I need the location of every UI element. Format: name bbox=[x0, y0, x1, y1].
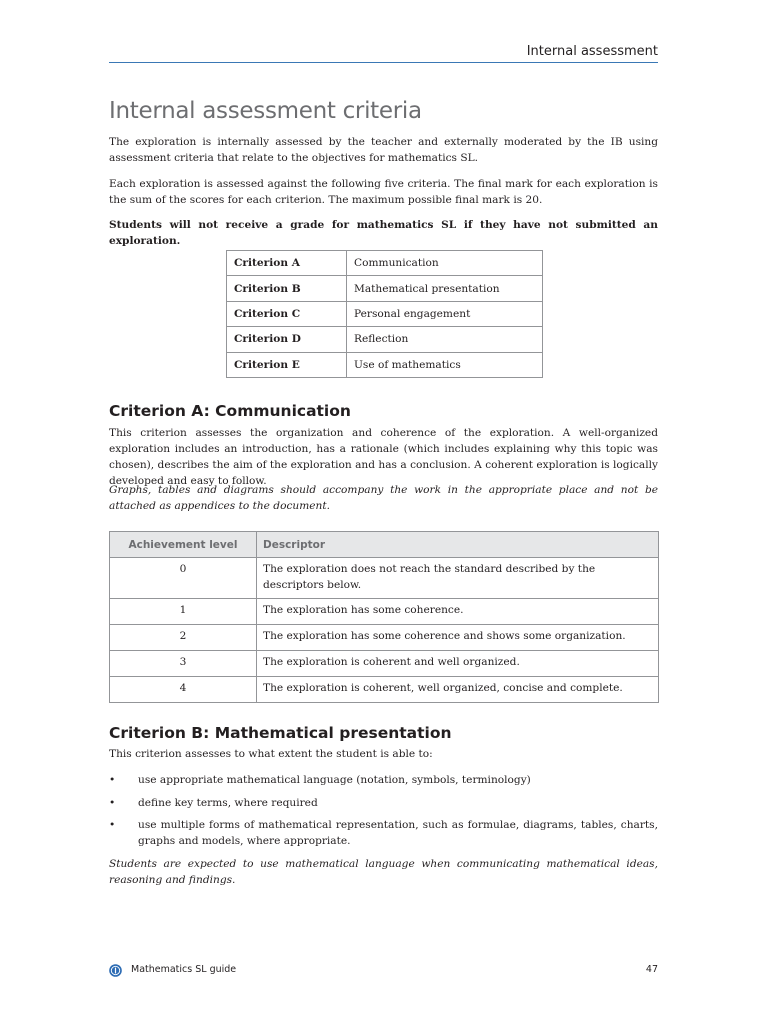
table-header-row bbox=[110, 532, 659, 558]
criterion-desc: Personal engagement bbox=[347, 301, 543, 326]
column-header-descriptor: Descriptor bbox=[257, 532, 659, 558]
criterion-desc: Mathematical presentation bbox=[347, 276, 543, 301]
header-rule bbox=[109, 62, 658, 63]
achievement-level: 1 bbox=[110, 599, 257, 625]
criterion-desc: Communication bbox=[347, 251, 543, 276]
criterion-name: Criterion C bbox=[227, 301, 347, 326]
bullet-marker: • bbox=[109, 774, 116, 786]
table-row bbox=[110, 651, 659, 677]
page-title: Internal assessment criteria bbox=[109, 98, 422, 124]
table-row bbox=[110, 625, 659, 651]
descriptor: The exploration does not reach the standard described by the descriptors below. bbox=[257, 558, 659, 599]
table-row bbox=[227, 352, 543, 377]
table-row bbox=[227, 251, 543, 276]
list-item bbox=[109, 772, 658, 788]
table-row bbox=[227, 327, 543, 352]
list-item-text: use multiple forms of mathematical representation, such as formulae, diagrams, tables, charts, graphs and models, where appropriate. bbox=[138, 819, 658, 847]
criterion-desc: Use of mathematics bbox=[347, 352, 543, 377]
criterion-desc: Reflection bbox=[347, 327, 543, 352]
page-number: 47 bbox=[645, 964, 658, 975]
criterion-b-note: Students are expected to use mathematical language when communicating mathematical ideas, reasoning and findings. bbox=[109, 858, 658, 886]
criterion-b-heading: Criterion B: Mathematical presentation bbox=[109, 724, 452, 742]
list-item-text: use appropriate mathematical language (notation, symbols, terminology) bbox=[138, 774, 531, 786]
criterion-b-paragraph: This criterion assesses to what extent the student is able to: bbox=[109, 748, 433, 760]
intro-paragraph-2: Each exploration is assessed against the following five criteria. The final mark for each exploration is the sum of the scores for each criterion. The maximum possible final mark is 20. bbox=[109, 178, 658, 206]
criteria-table bbox=[226, 250, 543, 378]
achievement-level: 3 bbox=[110, 651, 257, 677]
achievement-level: 0 bbox=[110, 558, 257, 599]
achievement-level: 2 bbox=[110, 625, 257, 651]
bullet-marker: • bbox=[109, 819, 116, 831]
criterion-name: Criterion E bbox=[227, 352, 347, 377]
table-row bbox=[227, 276, 543, 301]
list-item-text: define key terms, where required bbox=[138, 796, 318, 809]
criterion-a-note: Graphs, tables and diagrams should accompany the work in the appropriate place and not be attached as appendices to the document. bbox=[109, 484, 658, 512]
table-row bbox=[110, 677, 659, 703]
table-row bbox=[110, 558, 659, 599]
achievement-level: 4 bbox=[110, 677, 257, 703]
criterion-a-paragraph: This criterion assesses the organization and coherence of the exploration. A well-organized exploration includes an introduction, has a rationale (which includes explaining why this topic was chosen), describes the aim of the exploration and has a conclusion. A coherent exploration is logically developed and easy to follow. bbox=[109, 427, 658, 487]
criterion-name: Criterion D bbox=[227, 327, 347, 352]
ib-logo-icon bbox=[109, 964, 122, 977]
descriptor: The exploration has some coherence. bbox=[257, 599, 659, 625]
intro-notice: Students will not receive a grade for mathematics SL if they have not submitted an exploration. bbox=[109, 219, 658, 247]
column-header-level: Achievement level bbox=[110, 532, 257, 558]
list-item bbox=[109, 795, 658, 811]
intro-paragraph-1: The exploration is internally assessed by the teacher and externally moderated by the IB using assessment criteria that relate to the objectives for mathematics SL. bbox=[109, 136, 658, 164]
criterion-name: Criterion A bbox=[227, 251, 347, 276]
criterion-a-heading: Criterion A: Communication bbox=[109, 402, 351, 420]
table-row bbox=[110, 599, 659, 625]
descriptor: The exploration is coherent, well organized, concise and complete. bbox=[257, 677, 659, 703]
table-row bbox=[227, 301, 543, 326]
criterion-name: Criterion B bbox=[227, 276, 347, 301]
descriptor: The exploration is coherent and well organized. bbox=[257, 651, 659, 677]
criterion-b-bullet-list bbox=[109, 772, 658, 856]
running-header: Internal assessment bbox=[526, 44, 658, 59]
list-item bbox=[109, 817, 658, 849]
achievement-table bbox=[109, 531, 659, 703]
footer-guide-title: Mathematics SL guide bbox=[131, 964, 237, 975]
bullet-marker: • bbox=[109, 796, 116, 809]
descriptor: The exploration has some coherence and shows some organization. bbox=[257, 625, 659, 651]
